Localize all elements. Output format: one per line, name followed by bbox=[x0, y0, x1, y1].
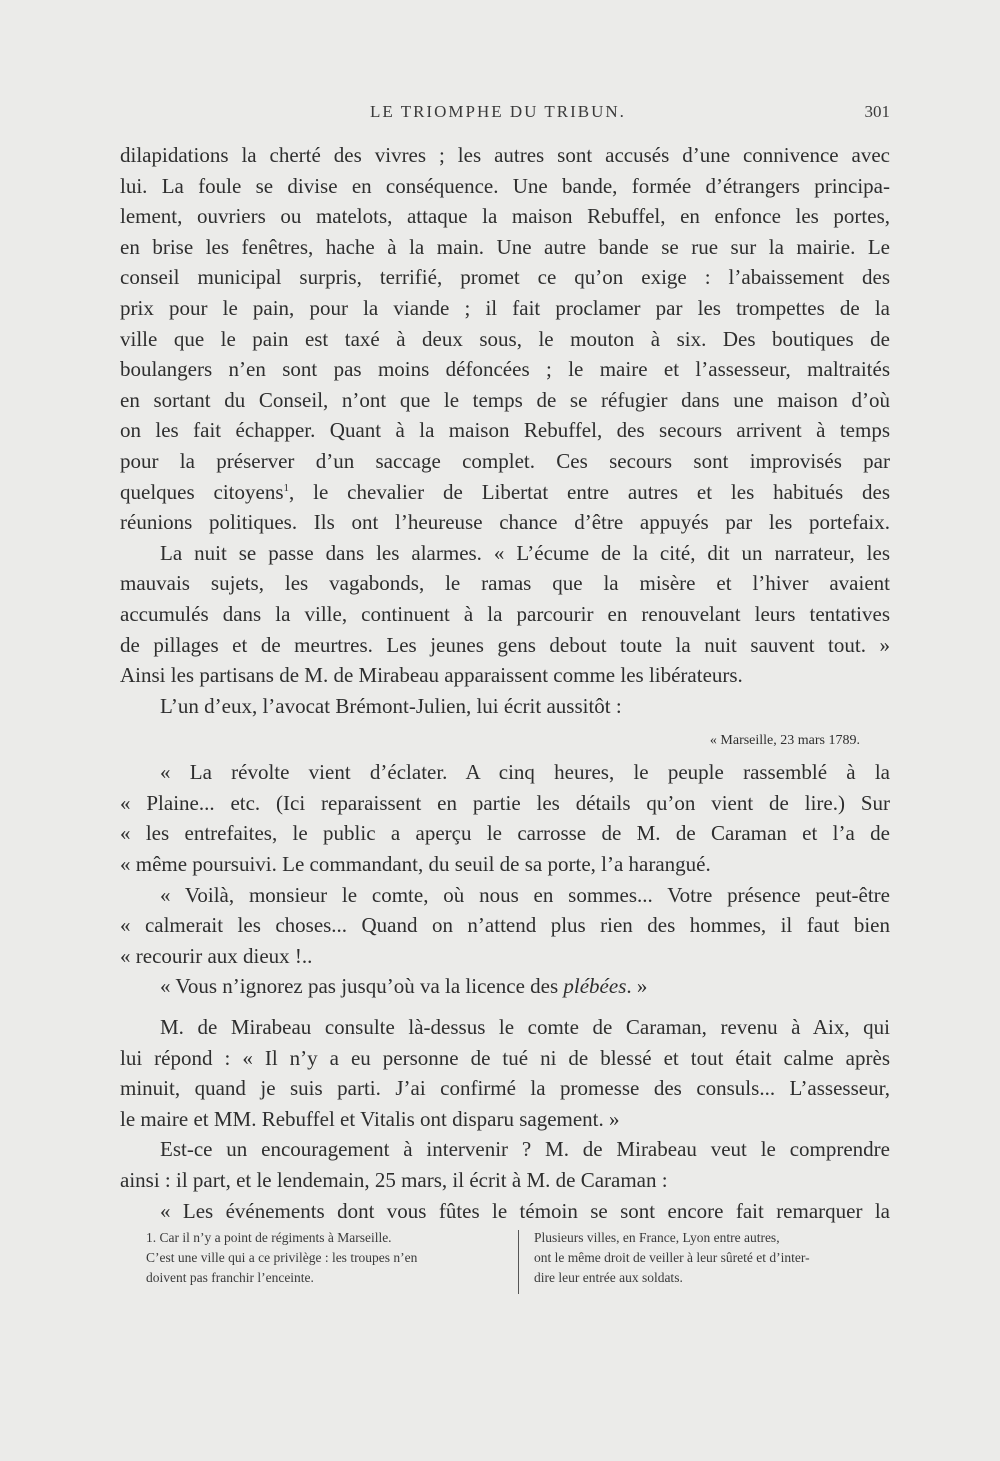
text-line: Est-ce un encouragement à intervenir ? M. de Mirabeau veut le comprendre bbox=[160, 1137, 890, 1162]
footnote-reference: 1 bbox=[283, 481, 290, 494]
text-line: La nuit se passe dans les alarmes. « L’écume de la cité, dit un narrateur, les bbox=[160, 540, 890, 565]
text-line: mauvais sujets, les vagabonds, le ramas que la misère et l’hiver avaient bbox=[120, 571, 890, 596]
text-line: lui. La foule se divise en conséquence. Une bande, formée d’étrangers principa- bbox=[120, 173, 890, 198]
footnote-line: ont le même droit de veiller à leur sûreté et d’inter- bbox=[534, 1250, 810, 1265]
text-line: boulangers n’en sont pas moins défoncées ; le maire et l’assesseur, maltraités bbox=[120, 357, 890, 382]
letter-dateline: « Marseille, 23 mars 1789. bbox=[709, 733, 860, 749]
text-line: en brise les fenêtres, hache à la main. Une autre bande se rue sur la mairie. Le bbox=[120, 234, 890, 259]
text-line: L’un d’eux, l’avocat Brémont-Julien, lui écrit aussitôt : bbox=[160, 693, 622, 718]
text-line: minuit, quand je suis parti. J’ai confirmé la promesse des consuls... L’assesseur, bbox=[120, 1076, 890, 1101]
letter-line: « recourir aux dieux !.. bbox=[120, 943, 313, 968]
text-line: ville que le pain est taxé à deux sous, le mouton à six. Des boutiques de bbox=[120, 326, 890, 351]
text-fragment: quelques citoyens bbox=[120, 479, 284, 504]
text-line: Ainsi les partisans de M. de Mirabeau apparaissent comme les libérateurs. bbox=[120, 663, 743, 688]
footnote-column-right bbox=[534, 1228, 904, 1288]
text-line: prix pour le pain, pour la viande ; il fait proclamer par les trompettes de la bbox=[120, 295, 890, 320]
page-number: 301 bbox=[864, 102, 890, 121]
letter-line-italic bbox=[120, 971, 890, 1002]
text-line: lement, ouvriers ou matelots, attaque la maison Rebuffel, en enfonce les portes, bbox=[120, 204, 890, 229]
body-text bbox=[120, 140, 890, 1226]
footnote-line: Plusieurs villes, en France, Lyon entre autres, bbox=[534, 1230, 780, 1245]
text-line: conseil municipal surpris, terrifié, promet ce qu’on exige : l’abaissement des bbox=[120, 265, 890, 290]
letter-line: « les entrefaites, le public a aperçu le carrosse de M. de Caraman et l’a de bbox=[120, 821, 890, 846]
text-fragment: , le chevalier de Libertat entre autres et les habitués des bbox=[289, 479, 890, 504]
text-line-with-note bbox=[120, 477, 890, 508]
text-line: en sortant du Conseil, n’ont que le temps de se réfugier dans une maison d’où bbox=[120, 387, 890, 412]
paragraph-gap bbox=[120, 1002, 890, 1012]
text-line: pour la préserver d’un saccage complet. Ces secours sont improvisés par bbox=[120, 448, 890, 473]
footnote-line: dire leur entrée aux soldats. bbox=[534, 1270, 683, 1285]
text-line: « Les événements dont vous fûtes le témoin se sont encore fait remarquer la bbox=[160, 1198, 890, 1223]
text-line: réunions politiques. Ils ont l’heureuse chance d’être appuyés par les portefaix. bbox=[120, 510, 890, 535]
text-line: M. de Mirabeau consulte là-dessus le comte de Caraman, revenu à Aix, qui bbox=[160, 1015, 890, 1040]
footnote-column-left bbox=[146, 1228, 526, 1288]
footnote-line: C’est une ville qui a ce privilège : les troupes n’en bbox=[146, 1250, 418, 1265]
text-line: le maire et MM. Rebuffel et Vitalis ont disparu sagement. » bbox=[120, 1106, 620, 1131]
running-title: LE TRIOMPHE DU TRIBUN. bbox=[370, 102, 626, 121]
text-fragment: . » bbox=[626, 974, 648, 999]
text-fragment: « Vous n’ignorez pas jusqu’où va la licence des bbox=[160, 974, 564, 999]
text-line: lui répond : « Il n’y a eu personne de tué ni de blessé et tout était calme après bbox=[120, 1045, 890, 1070]
footnotes bbox=[120, 1228, 900, 1298]
footnote-line: doivent pas franchir l’enceinte. bbox=[146, 1270, 314, 1285]
footnote-divider bbox=[518, 1230, 519, 1294]
text-line: on les fait échapper. Quant à la maison Rebuffel, des secours arrivent à temps bbox=[120, 418, 890, 443]
letter-line: « Plaine... etc. (Ici reparaissent en partie les détails qu’on vient de lire.) Sur bbox=[120, 790, 890, 815]
footnote-line: 1. Car il n’y a point de régiments à Marseille. bbox=[146, 1230, 392, 1245]
text-line: accumulés dans la ville, continuent à la parcourir en renouvelant leurs tentatives bbox=[120, 601, 890, 626]
letter-line: « calmerait les choses... Quand on n’attend plus rien des hommes, il faut bien bbox=[120, 913, 890, 938]
text-line: dilapidations la cherté des vivres ; les autres sont accusés d’une connivence avec bbox=[120, 143, 890, 167]
text-line: de pillages et de meurtres. Les jeunes gens debout toute la nuit sauvent tout. » bbox=[120, 632, 890, 657]
page-header bbox=[120, 100, 890, 130]
letter-line: « Voilà, monsieur le comte, où nous en sommes... Votre présence peut-être bbox=[160, 882, 890, 907]
letter-line: « même poursuivi. Le commandant, du seuil de sa porte, l’a harangué. bbox=[120, 852, 711, 877]
letter-line: « La révolte vient d’éclater. A cinq heures, le peuple rassemblé à la bbox=[160, 760, 890, 785]
text-line: ainsi : il part, et le lendemain, 25 mars, il écrit à M. de Caraman : bbox=[120, 1168, 668, 1192]
italic-word: plébées bbox=[563, 974, 627, 999]
